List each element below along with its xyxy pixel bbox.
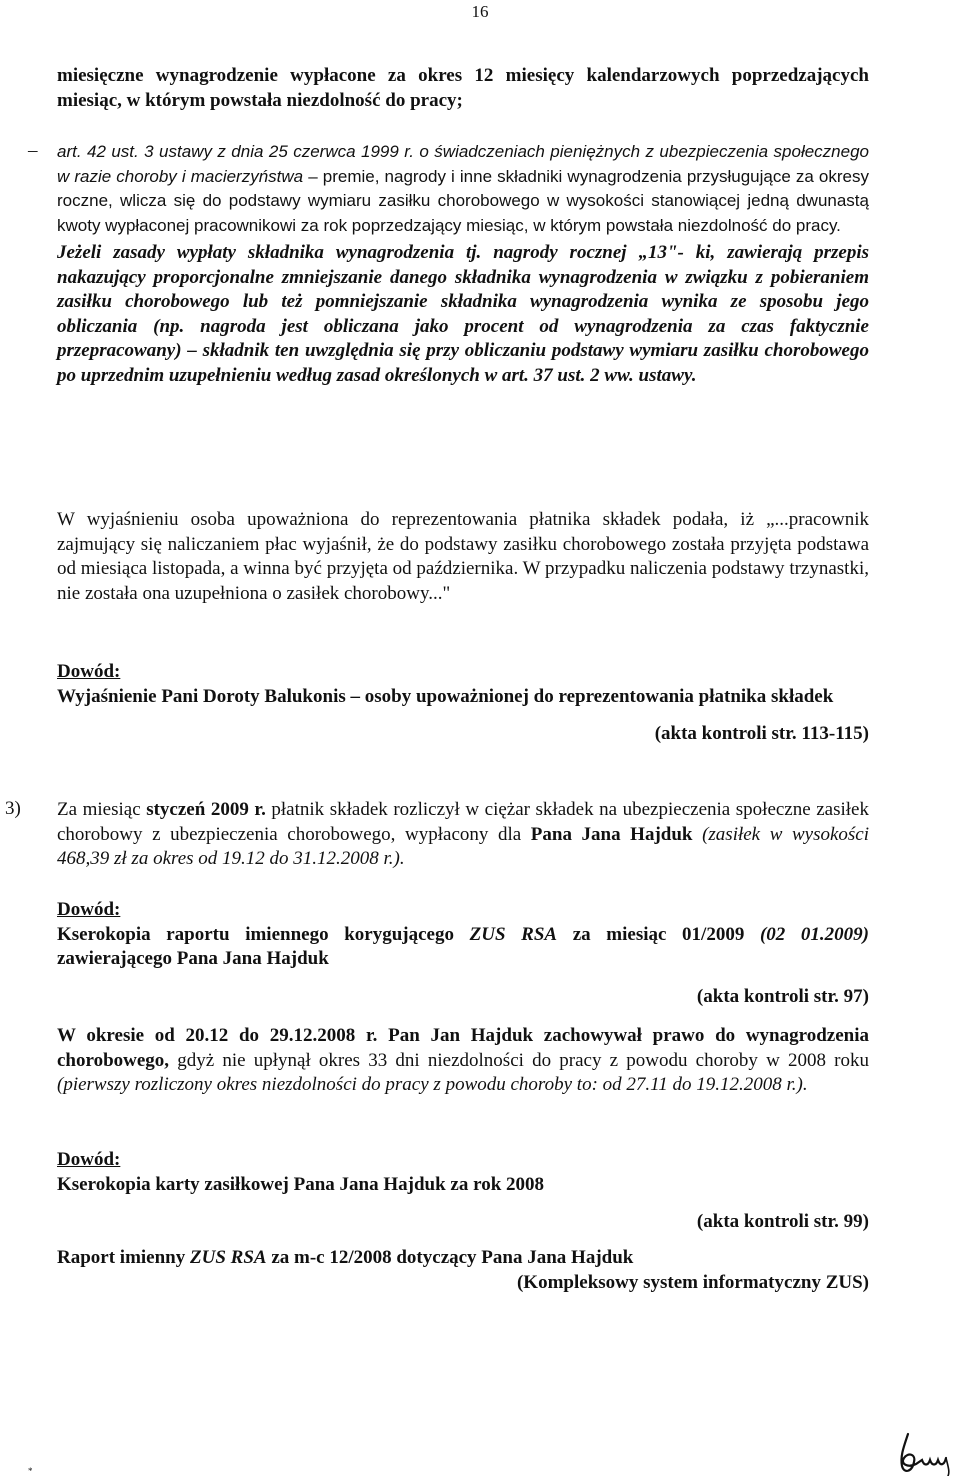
evidence-block-3	[57, 1148, 869, 1235]
evidence-label: Dowód:	[57, 1149, 121, 1170]
evidence-reference: (akta kontroli str. 97)	[696, 985, 869, 1007]
evidence4-form: ZUS RSA	[190, 1247, 267, 1268]
item3-space	[692, 824, 702, 845]
evidence-block-2	[57, 898, 869, 1009]
art-42-body: – premie, nagrody i inne składniki wynagrodzenia przysługujące za okresy roczne, wlicza się do podstawy wymiaru zasiłku chorobowego w wysokości stanowiącej jedną dwunastą kwoty wypłaconej pracownikowi za rok poprzedzający miesiąc, w którym powstała niezdolność do pracy.	[57, 166, 869, 235]
evidence-reference: (akta kontroli str. 99)	[696, 1211, 869, 1232]
evidence-block-4	[57, 1246, 869, 1295]
sick-pay-bold: W okresie od 20.12 do 29.12.2008 r. Pan Jan Hajduk zachowywał prawo do wynagrodzenia chorobowego,	[57, 1025, 869, 1071]
evidence2-text-2: za miesiąc 01/2009	[557, 923, 760, 945]
sick-pay-note: (pierwszy rozliczony okres niezdolności do pracy z powodu choroby to: od 27.11 do 19.12.2008 r.).	[57, 1074, 808, 1095]
evidence-text: Wyjaśnienie Pani Doroty Balukonis – osoby upoważnionej do reprezentowania płatnika składek	[57, 685, 834, 707]
art-42-citation: art. 42 ust. 3 ustawy z dnia 25 czerwca 1999 r. o świadczeniach pieniężnych z ubezpieczenia społecznego w razie choroby i macierzyństwa	[57, 142, 869, 186]
paragraph-explanation	[57, 508, 869, 606]
footer-mark: *	[28, 1466, 33, 1476]
evidence4-text-2: za m-c 12/2008 dotyczący Pana Jana Hajduk	[266, 1247, 634, 1268]
item3-text-1: Za miesiąc	[57, 799, 147, 820]
evidence-block-1	[57, 660, 869, 747]
evidence2-date: (02 01.2009)	[759, 923, 870, 945]
paragraph-wage-period	[57, 64, 869, 113]
item3-month: styczeń 2009 r.	[146, 799, 266, 820]
paragraph-sick-pay-period	[57, 1024, 869, 1098]
item3-amount-note: (zasiłek w wysokości 468,39 zł za okres od 19.12 do 31.12.2008 r.).	[57, 823, 869, 869]
wage-period-text: miesięczne wynagrodzenie wypłacone za okres 12 miesięcy kalendarzowych poprzedzających miesiąc, w którym powstała niezdolność do pracy;	[57, 65, 869, 111]
evidence-label: Dowód:	[57, 661, 121, 682]
signature-initials	[894, 1432, 954, 1476]
item-number: 3)	[5, 798, 21, 819]
sick-pay-text: gdyż nie upłynął okres 33 dni niezdolności do pracy z powodu choroby w 2008 roku	[169, 1049, 869, 1071]
evidence-reference: (Kompleksowy system informatyczny ZUS)	[516, 1271, 869, 1293]
page-number: 16	[471, 2, 489, 21]
bonus-rule-text: Jeżeli zasady wypłaty składnika wynagrodzenia tj. nagrody rocznej „13"- ki, zawierają przepis nakazujący proporcjonalne zmniejszanie danego składnika wynagrodzenia w związku z pobieraniem zasiłku chorobowego lub też pomniejszanie składnika wynagrodzenia wynika ze sposobu jego obliczania (np. nagroda jest obliczana jako procent od wynagrodzenia za czas faktycznie przepracowany) – składnik ten uwzględnia się przy obliczaniu podstawy wymiaru zasiłku chorobowego po uprzednim uzupełnieniu według zasad określonych w art. 37 ust. 2 ww. ustawy.	[57, 242, 869, 386]
list-dash: –	[28, 140, 38, 161]
explanation-text: W wyjaśnieniu osoba upoważniona do reprezentowania płatnika składek podała, iż „...pracownik zajmujący się naliczaniem płac wyjaśnił, że do podstawy zasiłku chorobowego została przyjęta podstawa od miesiąca listopada, a winna być przyjęta od października. W przypadku naliczenia podstawy trzynastki, nie została ona uzupełniona o zasiłek chorobowy..."	[57, 509, 869, 604]
evidence2-text-3: zawierającego Pana Jana Hajduk	[57, 948, 329, 969]
evidence-reference: (akta kontroli str. 113-115)	[654, 723, 869, 744]
item3-text-2: płatnik składek rozliczył w ciężar składek na ubezpieczenia społeczne zasiłek chorobowy z ubezpieczenia chorobowego, wypłacony dla	[57, 799, 869, 845]
evidence-label: Dowód:	[57, 899, 121, 920]
evidence-text: Kserokopia karty zasiłkowej Pana Jana Hajduk za rok 2008	[57, 1173, 545, 1195]
evidence4-text-1: Raport imienny	[57, 1247, 190, 1268]
paragraph-art-42	[57, 140, 869, 388]
paragraph-item-3	[57, 798, 869, 872]
evidence2-text-1: Kserokopia raportu imiennego korygującego	[57, 923, 470, 945]
item3-employee: Pana Jana Hajduk	[530, 823, 693, 845]
evidence2-form: ZUS RSA	[469, 923, 558, 945]
